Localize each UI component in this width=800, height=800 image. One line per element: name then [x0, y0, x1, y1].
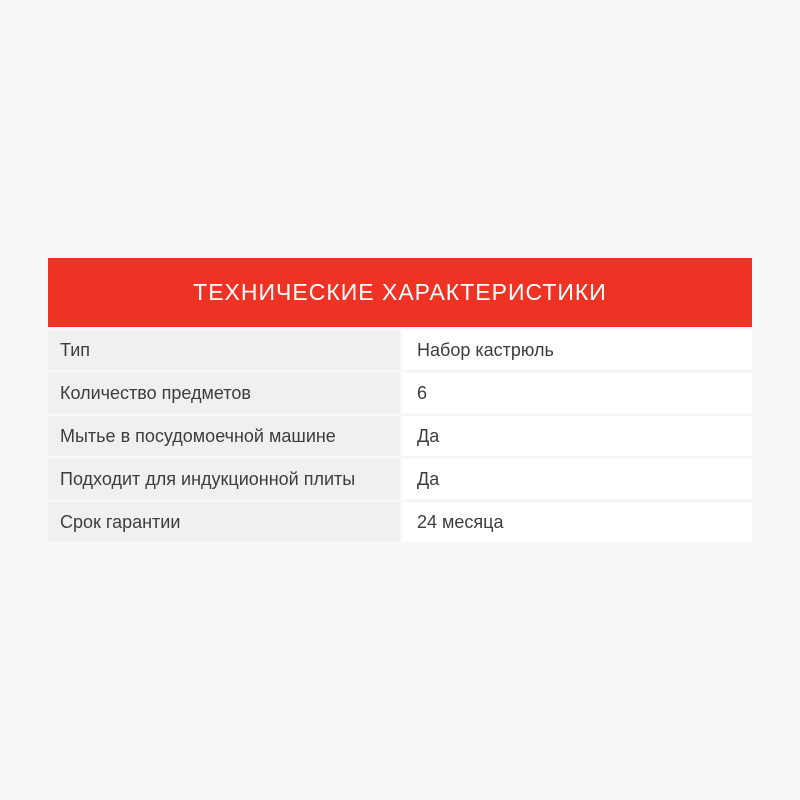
specifications-section [48, 258, 752, 542]
spec-label-dishwasher-safe: Мытье в посудомоечной машине [48, 416, 400, 456]
specifications-title: ТЕХНИЧЕСКИЕ ХАРАКТЕРИСТИКИ [193, 279, 607, 305]
spec-value-induction-compatible: Да [402, 459, 752, 499]
table-row [48, 416, 752, 456]
spec-value-type: Набор кастрюль [402, 330, 752, 370]
spec-value-dishwasher-safe: Да [402, 416, 752, 456]
spec-label-warranty: Срок гарантии [48, 502, 400, 542]
spec-label-type: Тип [48, 330, 400, 370]
table-row [48, 502, 752, 542]
table-row [48, 373, 752, 413]
spec-value-warranty: 24 месяца [402, 502, 752, 542]
table-row [48, 330, 752, 370]
spec-value-items-count: 6 [402, 373, 752, 413]
spec-label-items-count: Количество предметов [48, 373, 400, 413]
spec-label-induction-compatible: Подходит для индукционной плиты [48, 459, 400, 499]
table-row [48, 459, 752, 499]
specifications-header [48, 258, 752, 327]
